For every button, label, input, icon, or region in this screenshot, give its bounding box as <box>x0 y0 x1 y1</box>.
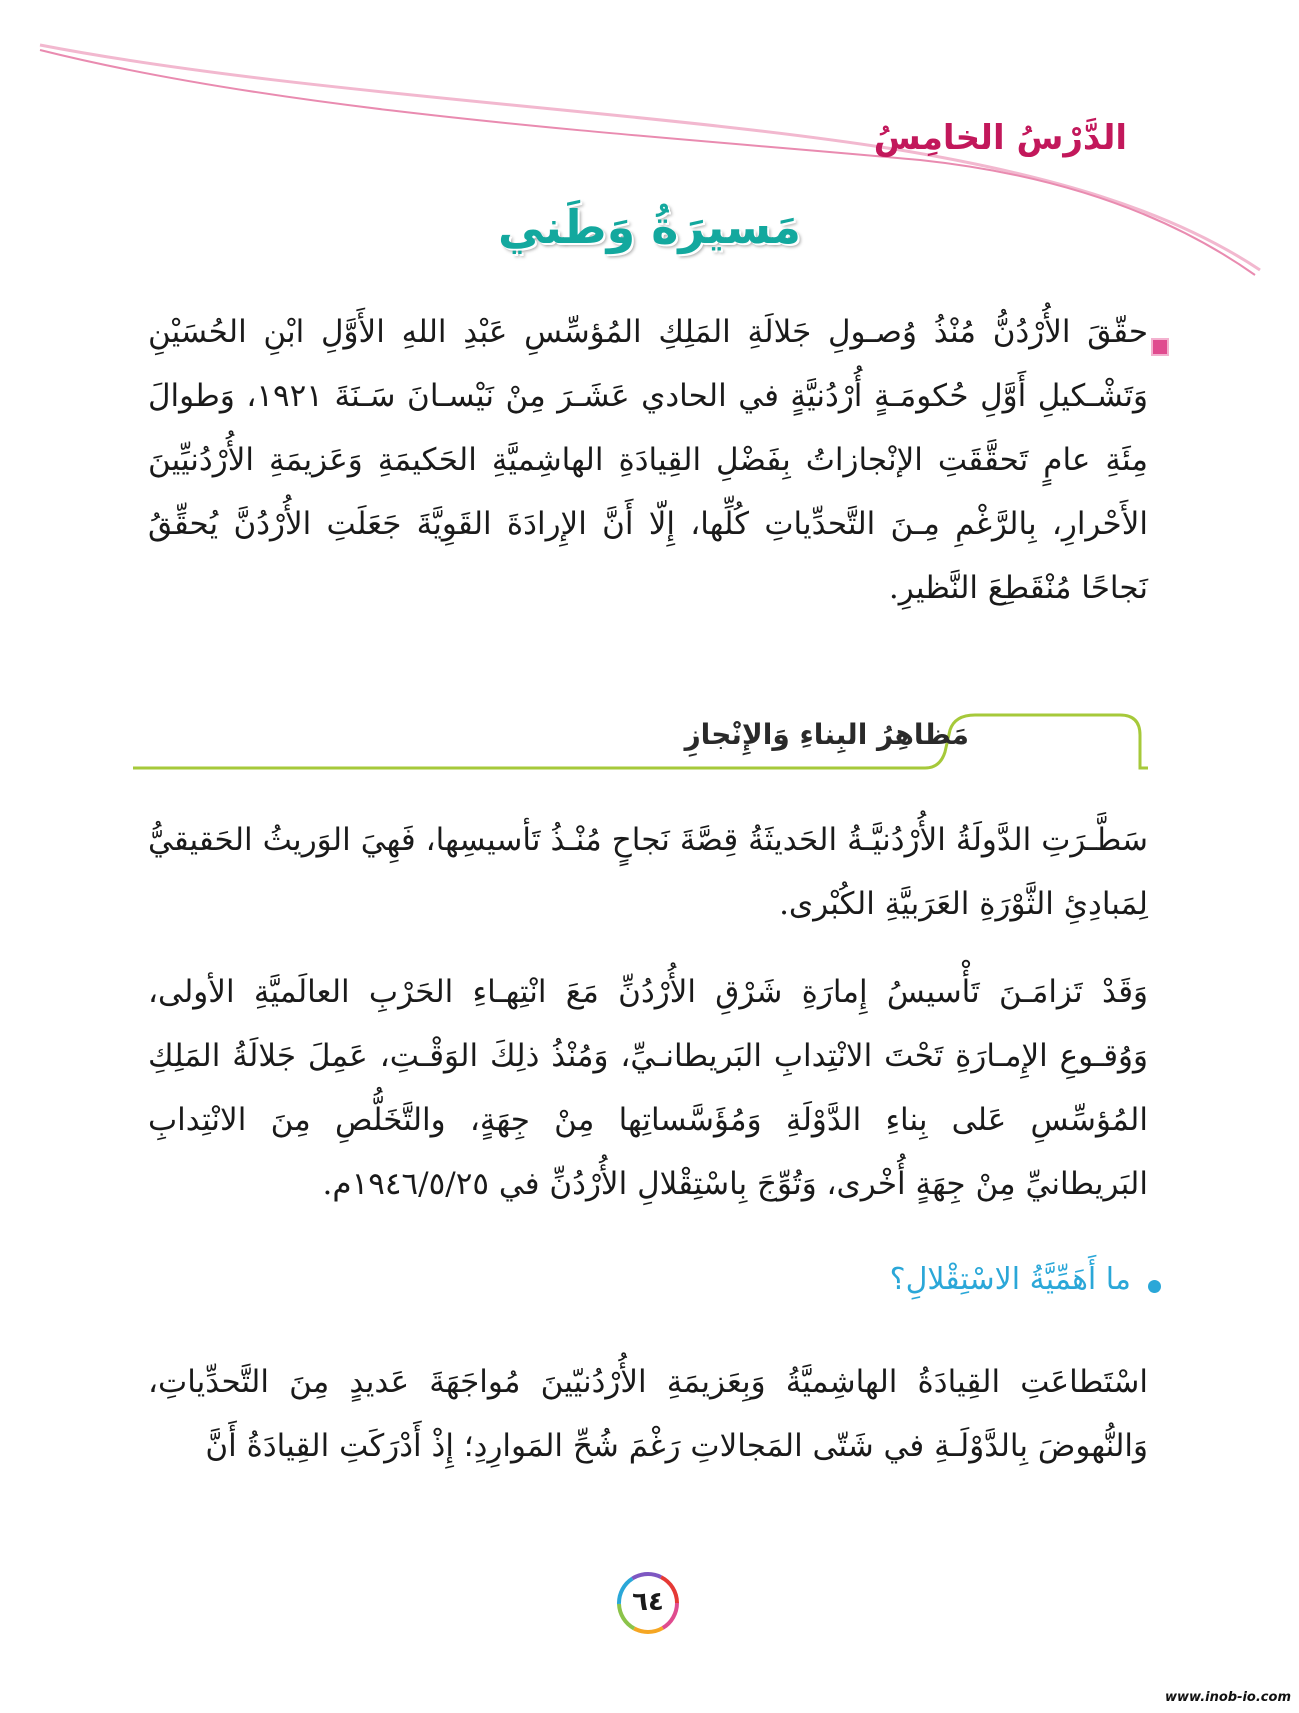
section-paragraph-1: سَطَّـرَتِ الدَّولَةُ الأُرْدُنيَّـةُ الحَديثَةُ قِصَّةَ نَجاحٍ مُنْـذُ تَأسيسِها، فَهِيَ الوَريثُ الحَقيقيُّ لِمَبادِئِ الثَّوْرَةِ العَرَبيَّةِ الكُبْرى. <box>148 822 1148 922</box>
page-number-badge <box>615 1570 681 1636</box>
lesson-label: الدَّرْسُ الخامِسُ <box>873 118 1127 158</box>
site-watermark: www.inob-io.com <box>1165 1690 1291 1705</box>
section-heading: مَظاهِرُ البِناءِ وَالإِنْجازِ <box>684 718 969 751</box>
intro-paragraph: حقّقَ الأُرْدُنُّ مُنْذُ وُصـولِ جَلالَةِ المَلِكِ المُؤسِّسِ عَبْدِ اللهِ الأَوَّلِ ابْنِ الحُسَيْنِ وَتَشْـكيلِ أَوَّلِ حُكومَـةٍ أُرْدُنيَّةٍ في الحادي عَشَـرَ مِنْ نَيْسـانَ سَـنَةَ ١٩٢١، وَطوالَ مِئَةِ عامٍ تَحقَّقَتِ الإنْجازاتُ بِفَضْلِ القِيادَةِ الهاشِميَّةِ الحَكيمَةِ وَعَزيمَةِ الأُرْدُنيِّينَ الأَحْرارِ، بِالرَّغْمِ مِـنَ التَّحدِّياتِ كُلِّها، إِلّا أَنَّ الإِرادَةَ القَوِيَّةَ جَعَلَتِ الأُرْدُنَّ يُحقِّقُ نَجاحًا مُنْقَطِعَ النَّظيرِ. <box>148 314 1148 606</box>
page-number: ٦٤ <box>632 1587 664 1617</box>
section-underline <box>133 715 1148 768</box>
question-bullet-icon <box>1148 1280 1161 1293</box>
question-answer-paragraph: اسْتَطاعَتِ القِيادَةُ الهاشِميَّةُ وَبِعَزيمَةِ الأُرْدُنيّينَ مُواجَهَةَ عَديدٍ مِنَ التَّحدِّياتِ، وَالنُّهوضَ بِالدَّوْلَـةِ في شَتّى المَجالاتِ رَغْمَ شُحِّ المَوارِدِ؛ إِذْ أَدْرَكَتِ القِيادَةُ أَنَّ <box>148 1364 1148 1464</box>
section-paragraph-2: وَقَدْ تَزامَـنَ تَأْسيسُ إِمارَةِ شَرْقِ الأُرْدُنِّ مَعَ انْتِهـاءِ الحَرْبِ العالَميَّةِ الأولى، وَوُقـوعِ الإِمـارَةِ تَحْتَ الانْتِدابِ البَريطانـيِّ، وَمُنْذُ ذلِكَ الوَقْـتِ، عَمِلَ جَلالَةُ المَلِكِ المُؤسِّسِ عَلى بِناءِ الدَّوْلَةِ وَمُؤَسَّساتِها مِنْ جِهَةٍ، والتَّخَلُّصِ مِنَ الانْتِدابِ البَريطانيِّ مِنْ جِهَةٍ أُخْرى، وَتُوِّجَ بِاسْتِقْلالِ الأُرْدُنِّ في ١٩٤٦/٥/٢٥م. <box>148 974 1148 1202</box>
question-heading: ما أَهَمِّيَّةُ الاسْتِقْلالِ؟ <box>889 1262 1131 1297</box>
section-tab-frame <box>0 0 1299 800</box>
lesson-title: مَسيرَةُ وَطَني <box>497 200 802 254</box>
